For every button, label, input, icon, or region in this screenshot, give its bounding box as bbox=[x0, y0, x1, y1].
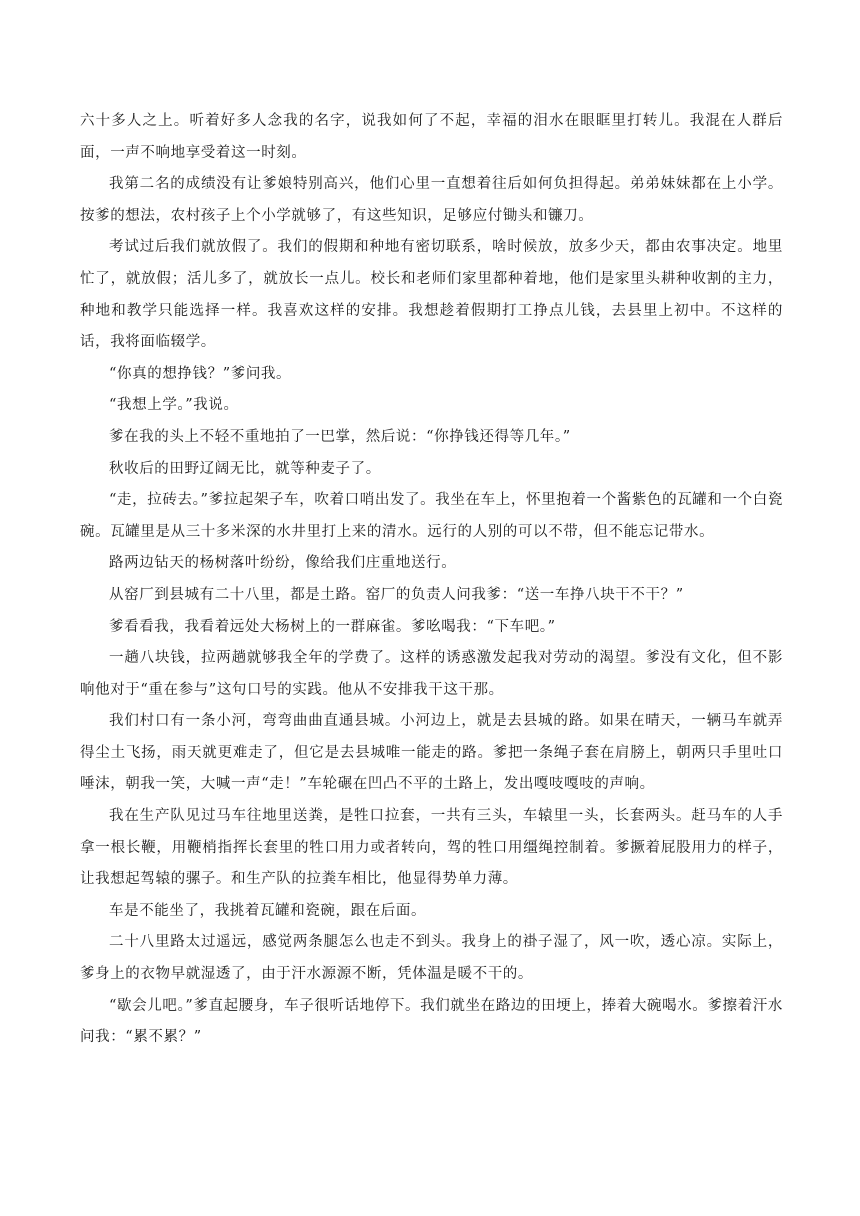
paragraph-17: “歇会儿吧。”爹直起腰身，车子很听话地停下。我们就坐在路边的田埂上，捧着大碗喝水。爹擦着汗水问我：“累不累？” bbox=[80, 997, 783, 1046]
paragraph-7: 秋收后的田野辽阔无比，就等种麦子了。 bbox=[109, 460, 381, 477]
paragraph-15: 车是不能坐了，我挑着瓦罐和瓷碗，跟在后面。 bbox=[109, 902, 427, 919]
paragraph-6: 爹在我的头上不轻不重地拍了一巴掌，然后说：“你挣钱还得等几年。” bbox=[109, 428, 571, 445]
paragraph-16: 二十八里路太过遥远，感觉两条腿怎么也走不到头。我身上的褂子湿了，风一吹，透心凉。实际上，爹身上的衣物早就湿透了，由于汗水源源不断，凭体温是暖不干的。 bbox=[80, 934, 783, 983]
paragraph-4: “你真的想挣钱？”爹问我。 bbox=[109, 365, 292, 382]
paragraph-9: 路两边钻天的杨树落叶纷纷，像给我们庄重地送行。 bbox=[109, 555, 457, 572]
paragraph-11: 爹看看我，我看着远处大杨树上的一群麻雀。爹吆喝我：“下车吧。” bbox=[109, 618, 556, 635]
paragraph-12: 一趟八块钱，拉两趟就够我全年的学费了。这样的诱惑激发起我对劳动的渴望。爹没有文化，但不影响他对于“重在参与”这句口号的实践。他从不安排我干这干那。 bbox=[80, 650, 783, 698]
article-body bbox=[80, 106, 783, 1054]
paragraph-10: 从窑厂到县城有二十八里，都是土路。窑厂的负责人问我爹：“送一车挣八块干不干？” bbox=[109, 586, 684, 603]
paragraph-2: 我第二名的成绩没有让爹娘特别高兴，他们心里一直想着往后如何负担得起。弟弟妹妹都在上小学。按爹的想法，农村孩子上个小学就够了，有这些知识，足够应付锄头和镰刀。 bbox=[80, 176, 783, 224]
paragraph-5: “我想上学。”我说。 bbox=[109, 397, 239, 414]
paragraph-3: 考试过后我们就放假了。我们的假期和种地有密切联系，啥时候放，放多少天，都由农事决定。地里忙了，就放假；活儿多了，就放长一点儿。校长和老师们家里都种着地，他们是家里头耕种收割的主力，种地和教学只能选择一样。我喜欢这样的安排。我想趁着假期打工挣点儿钱，去县里上初中。不这样的话，我将面临辍学。 bbox=[80, 239, 783, 351]
paragraph-8: “走，拉砖去。”爹拉起架子车，吹着口哨出发了。我坐在车上，怀里抱着一个酱紫色的瓦罐和一个白瓷碗。瓦罐里是从三十多米深的水井里打上来的清水。远行的人别的可以不带，但不能忘记带水。 bbox=[80, 492, 783, 540]
paragraph-14: 我在生产队见过马车往地里送粪，是牲口拉套，一共有三头，车辕里一头，长套两头。赶马车的人手拿一根长鞭，用鞭梢指挥长套里的牲口用力或者转向，驾的牲口用缰绳控制着。爹撅着屁股用力的样子，让我想起驾辕的骡子。和生产队的拉粪车相比，他显得势单力薄。 bbox=[80, 808, 783, 888]
paragraph-1: 六十多人之上。听着好多人念我的名字，说我如何了不起，幸福的泪水在眼眶里打转儿。我混在人群后面，一声不响地享受着这一时刻。 bbox=[80, 113, 783, 161]
paragraph-13: 我们村口有一条小河，弯弯曲曲直通县城。小河边上，就是去县城的路。如果在晴天，一辆马车就弄得尘土飞扬，雨天就更难走了，但它是去县城唯一能走的路。爹把一条绳子套在肩膀上，朝两只手里吐口唾沫，朝我一笑，大喊一声“走！”车轮碾在凹凸不平的土路上，发出嘎吱嘎吱的声响。 bbox=[80, 713, 783, 793]
